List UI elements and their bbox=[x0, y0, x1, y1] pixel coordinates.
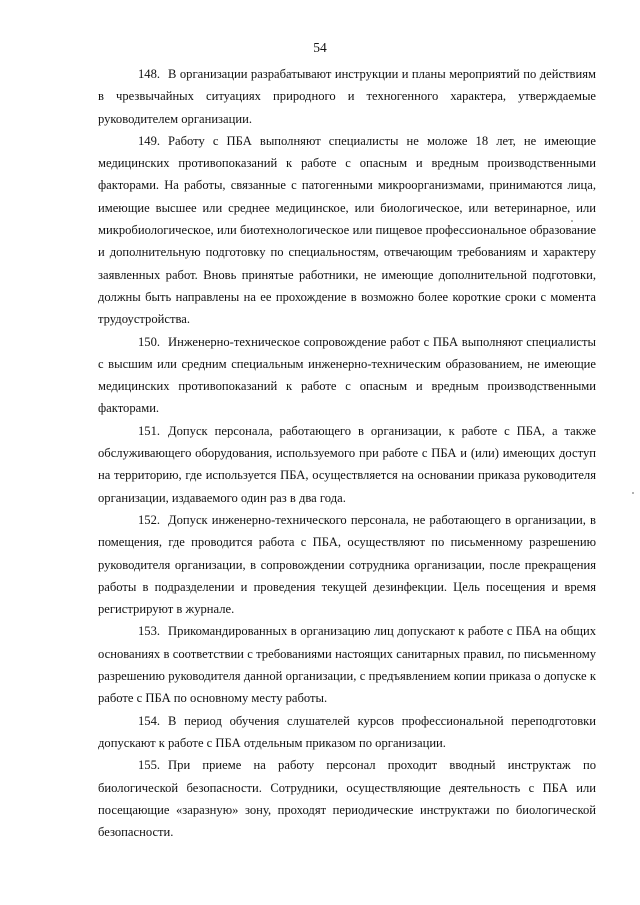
paragraph-text: Прикомандированных в организацию лиц допускают к работе с ПБА на общих основаниях в соответствии с требованиями настоящих санитарных правил, по письменному разрешению руководителя данной организации, с предъявлением копии приказа о допуске к работе с ПБА по основному месту работы. bbox=[98, 624, 596, 706]
paragraph-text: В организации разрабатывают инструкции и планы мероприятий по действиям в чрезвычайных ситуациях природного и техногенного характера, утверждаемые руководителем организации. bbox=[98, 67, 596, 126]
paragraph-number: 148. bbox=[138, 67, 161, 81]
paragraph-number: 155. bbox=[138, 758, 161, 773]
paragraph-150 bbox=[98, 331, 596, 420]
paragraph-text: Допуск персонала, работающего в организации, к работе с ПБА, а также обслуживающего оборудования, используемого при работе с ПБА и (или) имеющих доступ на территорию, где используется ПБА, осуществляется на основании приказа руководителя организации, издаваемого один раз в два года. bbox=[98, 423, 596, 505]
paragraph-number: 153. bbox=[138, 624, 161, 639]
paragraph-153 bbox=[98, 620, 596, 709]
paragraph-number: 154. bbox=[138, 713, 161, 728]
paragraph-text: При приеме на работу персонал проходит вводный инструктаж по биологической безопасности. Сотрудники, осуществляющие деятельность с ПБА или посещающие «заразную» зону, проходят периодические инструктажи по биологической безопасности. bbox=[98, 758, 596, 840]
paragraph-text: В период обучения слушателей курсов профессиональной переподготовки допускают к работе с ПБА отдельным приказом по организации. bbox=[98, 713, 596, 750]
paragraph-148 bbox=[98, 63, 596, 130]
scan-speck bbox=[571, 220, 573, 222]
paragraph-text: Допуск инженерно-технического персонала, не работающего в организации, в помещения, где проводится работа с ПБА, осуществляют по письменному разрешению руководителя организации, в сопровождении сотрудника организации, после прекращения работы в подразделении и проведения текущей дезинфекции. Цель посещения и время регистрируют в журнале. bbox=[98, 512, 596, 617]
paragraph-number: 150. bbox=[138, 334, 161, 349]
paragraph-151 bbox=[98, 420, 596, 509]
paragraph-154 bbox=[98, 710, 596, 755]
paragraph-number: 152. bbox=[138, 512, 161, 527]
paragraph-text: Инженерно-техническое сопровождение работ с ПБА выполняют специалисты с высшим или средним специальным инженерно-техническим образованием, не имеющие медицинских противопоказаний к работе с опасным и вредным производственными факторами. bbox=[98, 334, 596, 416]
paragraph-text: Работу с ПБА выполняют специалисты не моложе 18 лет, не имеющие медицинских противопоказаний к работе с опасным и вредным производственными факторами. На работы, связанные с патогенными микроорганизмами, принимаются лица, имеющие высшее или среднее медицинское, или биологическое, или ветеринарное, или микробиологическое, или биотехнологическое или пищевое профессиональное образование и дополнительную подготовку по специальностям, отвечающим требованиям и характеру заявленных работ. Вновь принятые работники, не имеющие дополнительной подготовки, должны быть направлены на ее прохождение в возможно более короткие сроки с момента трудоустройства. bbox=[98, 133, 596, 327]
paragraph-149 bbox=[98, 130, 596, 331]
paragraph-152 bbox=[98, 509, 596, 620]
paragraph-155 bbox=[98, 754, 596, 843]
paragraph-number: 151. bbox=[138, 423, 161, 438]
scan-speck bbox=[632, 492, 634, 494]
document-body bbox=[98, 63, 596, 843]
paragraph-number: 149. bbox=[138, 133, 161, 148]
page-number: 54 bbox=[313, 40, 327, 55]
